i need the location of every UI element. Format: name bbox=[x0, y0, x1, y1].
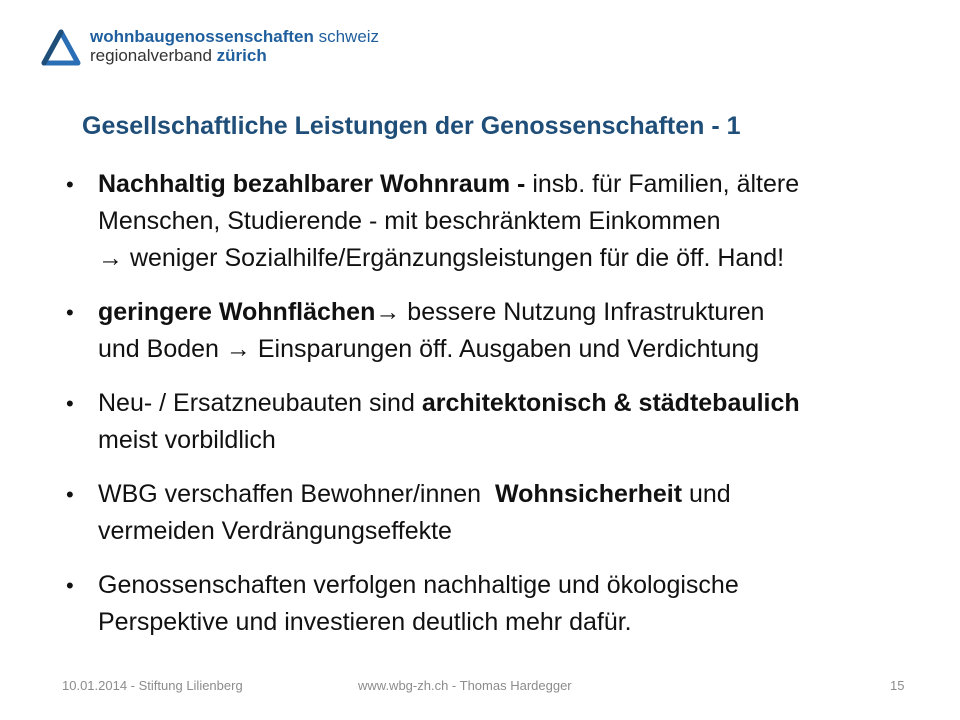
footer-date-venue: 10.01.2014 - Stiftung Lilienberg bbox=[62, 678, 243, 693]
bullet-line: geringere Wohnflächen→ bessere Nutzung Infrastrukturen bbox=[98, 298, 765, 326]
bullet-icon: • bbox=[66, 391, 74, 416]
bullet-line: Nachhaltig bezahlbarer Wohnraum - insb. für Familien, ältere bbox=[98, 170, 800, 198]
arrow-right-icon: → bbox=[225, 335, 251, 363]
footer-url-author: www.wbg-zh.ch - Thomas Hardegger bbox=[358, 678, 572, 693]
triangle-logo-icon bbox=[38, 26, 84, 70]
bullet-item-3 bbox=[64, 385, 914, 459]
bullet-line: und Boden → Einsparungen öff. Ausgaben und Verdichtung bbox=[98, 335, 760, 363]
bullet-icon: • bbox=[66, 300, 74, 325]
bullet-item-2 bbox=[64, 294, 914, 368]
bullet-line: → weniger Sozialhilfe/Ergänzungsleistungen für die öff. Hand! bbox=[98, 244, 785, 272]
bullet-line: Perspektive und investieren deutlich mehr dafür. bbox=[98, 608, 632, 636]
bullet-line: vermeiden Verdrängungseffekte bbox=[98, 517, 452, 545]
bullet-icon: • bbox=[66, 482, 74, 507]
bullet-line: meist vorbildlich bbox=[98, 426, 276, 454]
logo-line-1: wohnbaugenossenschaften schweiz bbox=[90, 27, 380, 46]
bullet-icon: • bbox=[66, 172, 74, 197]
logo-line-2: regionalverband zürich bbox=[90, 46, 267, 65]
bullet-line: Neu- / Ersatzneubauten sind architektonisch & städtebaulich bbox=[98, 389, 800, 417]
bullet-line: WBG verschaffen Bewohner/innen Wohnsicherheit und bbox=[98, 480, 731, 508]
bullet-list bbox=[64, 166, 914, 658]
bullet-item-1 bbox=[64, 166, 914, 277]
arrow-right-icon: → bbox=[98, 244, 123, 272]
bullet-item-4 bbox=[64, 476, 914, 550]
bullet-icon: • bbox=[66, 573, 74, 598]
bullet-item-5 bbox=[64, 567, 914, 641]
page-number: 15 bbox=[890, 678, 905, 693]
logo bbox=[38, 26, 380, 70]
slide-title: Gesellschaftliche Leistungen der Genossenschaften - 1 bbox=[82, 112, 741, 140]
bullet-line: Genossenschaften verfolgen nachhaltige und ökologische bbox=[98, 571, 739, 599]
bullet-line: Menschen, Studierende - mit beschränktem Einkommen bbox=[98, 207, 721, 235]
arrow-right-icon: → bbox=[375, 298, 401, 326]
